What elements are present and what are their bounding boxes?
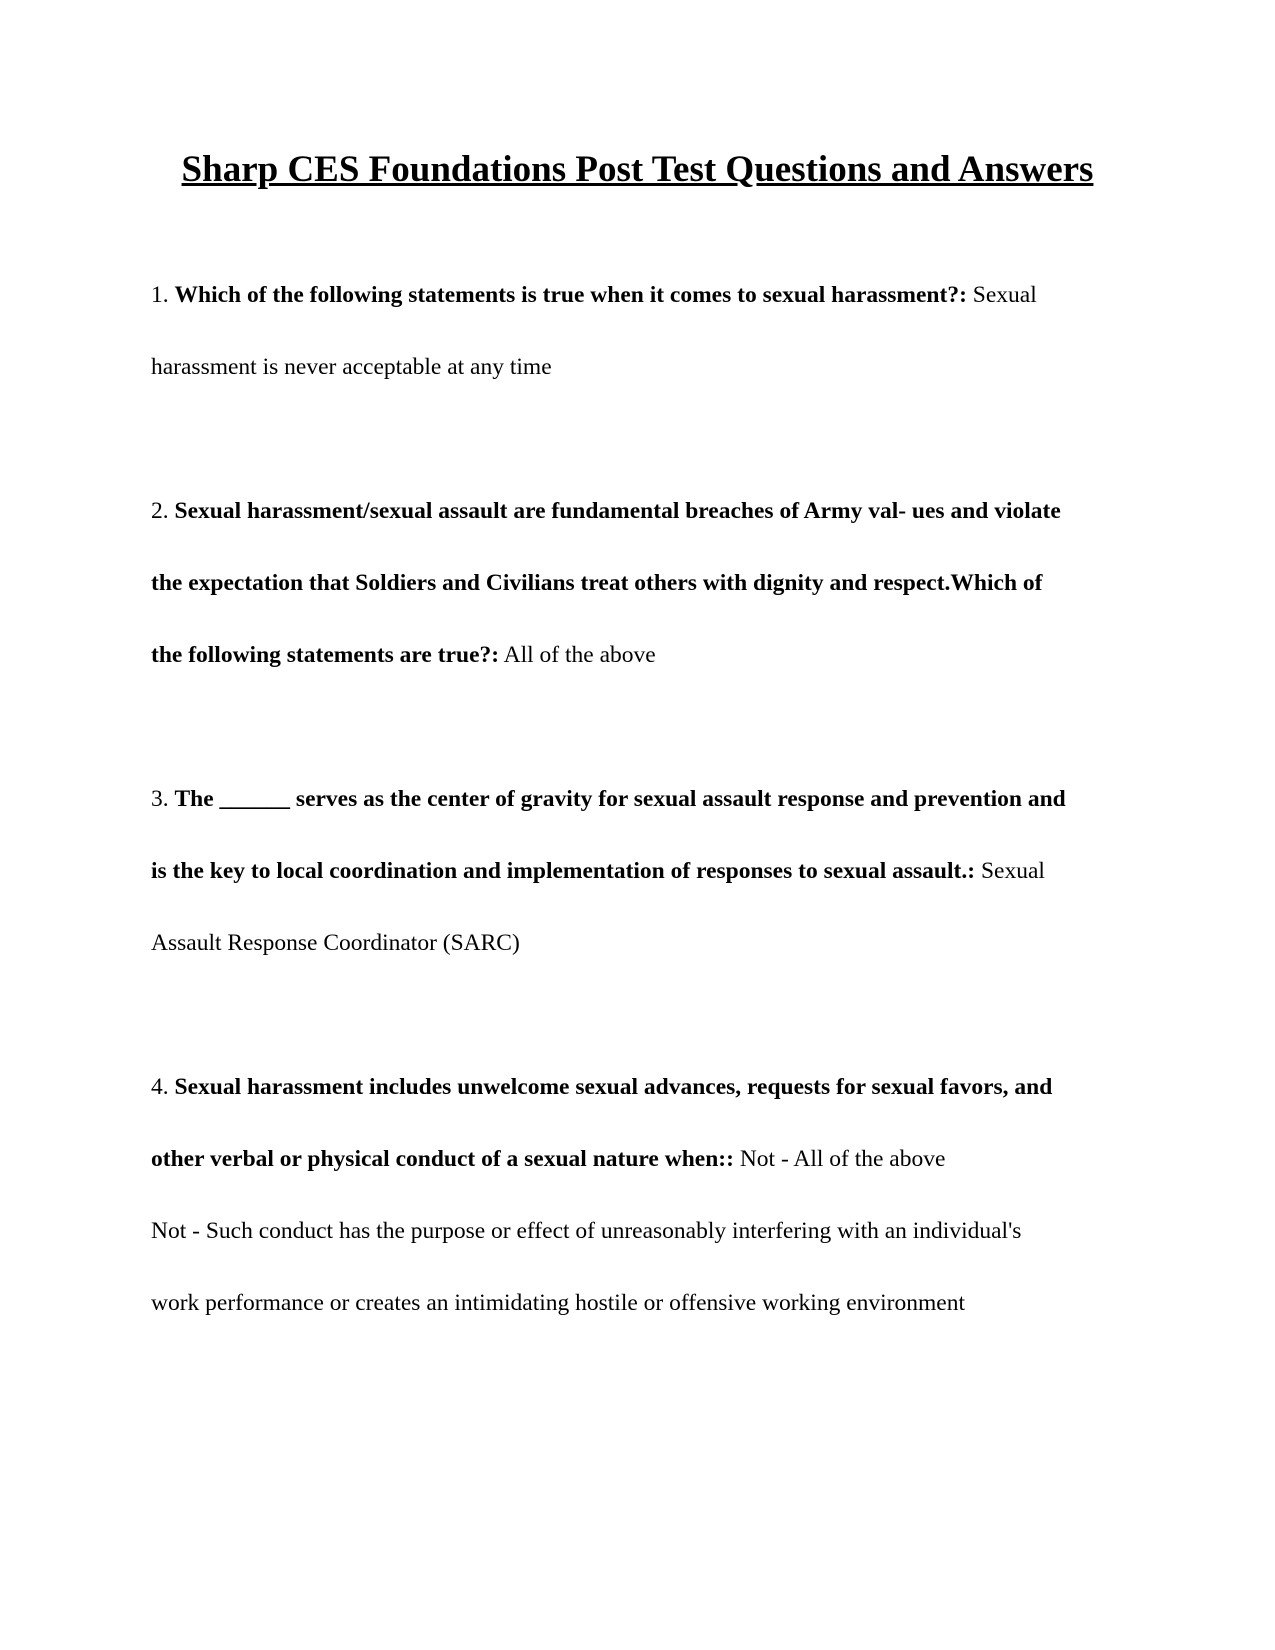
question-text: is the key to local coordination and implementation of responses to sexual assault.:	[151, 858, 976, 884]
question-line	[151, 853, 1151, 925]
question-text: the following statements are true?:	[151, 642, 500, 668]
answer-text: All of the above	[499, 642, 656, 668]
question-text: Sexual harassment/sexual assault are fundamental breaches of Army val- ues and violate	[174, 498, 1061, 524]
question-line	[151, 1141, 1151, 1213]
question-list	[151, 277, 1151, 1429]
answer-text: 3.	[151, 786, 175, 812]
question-line	[151, 925, 1151, 997]
question-line	[151, 565, 1151, 637]
question-line	[151, 781, 1151, 853]
question-text: Sexual harassment includes unwelcome sexual advances, requests for sexual favors, and	[174, 1074, 1053, 1100]
question-line	[151, 277, 1151, 349]
question-line	[151, 637, 1151, 709]
page-title: Sharp CES Foundations Post Test Questions and Answers	[181, 149, 1094, 190]
answer-text: harassment is never acceptable at any time	[151, 354, 552, 380]
answer-text: Not - All of the above	[733, 1146, 946, 1172]
question-1	[151, 277, 1151, 421]
answer-text: Sexual	[966, 282, 1037, 308]
question-text: The ______ serves as the center of gravity for sexual assault response and prevention and	[174, 786, 1066, 812]
question-2	[151, 493, 1151, 709]
answer-text: work performance or creates an intimidating hostile or offensive working environment	[151, 1290, 965, 1316]
question-line	[151, 1069, 1151, 1141]
question-line	[151, 493, 1151, 565]
question-text: the expectation that Soldiers and Civilians treat others with dignity and respect.Which of	[151, 570, 1043, 596]
question-line	[151, 1213, 1151, 1285]
answer-text: Assault Response Coordinator (SARC)	[151, 930, 520, 956]
question-text: Which of the following statements is true when it comes to sexual harassment?:	[174, 282, 967, 308]
question-text: other verbal or physical conduct of a sexual nature when::	[151, 1146, 734, 1172]
answer-text: 4.	[151, 1074, 175, 1100]
answer-text: Not - Such conduct has the purpose or effect of unreasonably interfering with an individual's	[151, 1218, 1022, 1244]
question-line	[151, 1285, 1151, 1357]
question-3	[151, 781, 1151, 997]
question-line	[151, 349, 1151, 421]
answer-text: Sexual	[975, 858, 1045, 884]
answer-text: 2.	[151, 498, 175, 524]
answer-text: 1.	[151, 282, 175, 308]
question-4	[151, 1069, 1151, 1357]
